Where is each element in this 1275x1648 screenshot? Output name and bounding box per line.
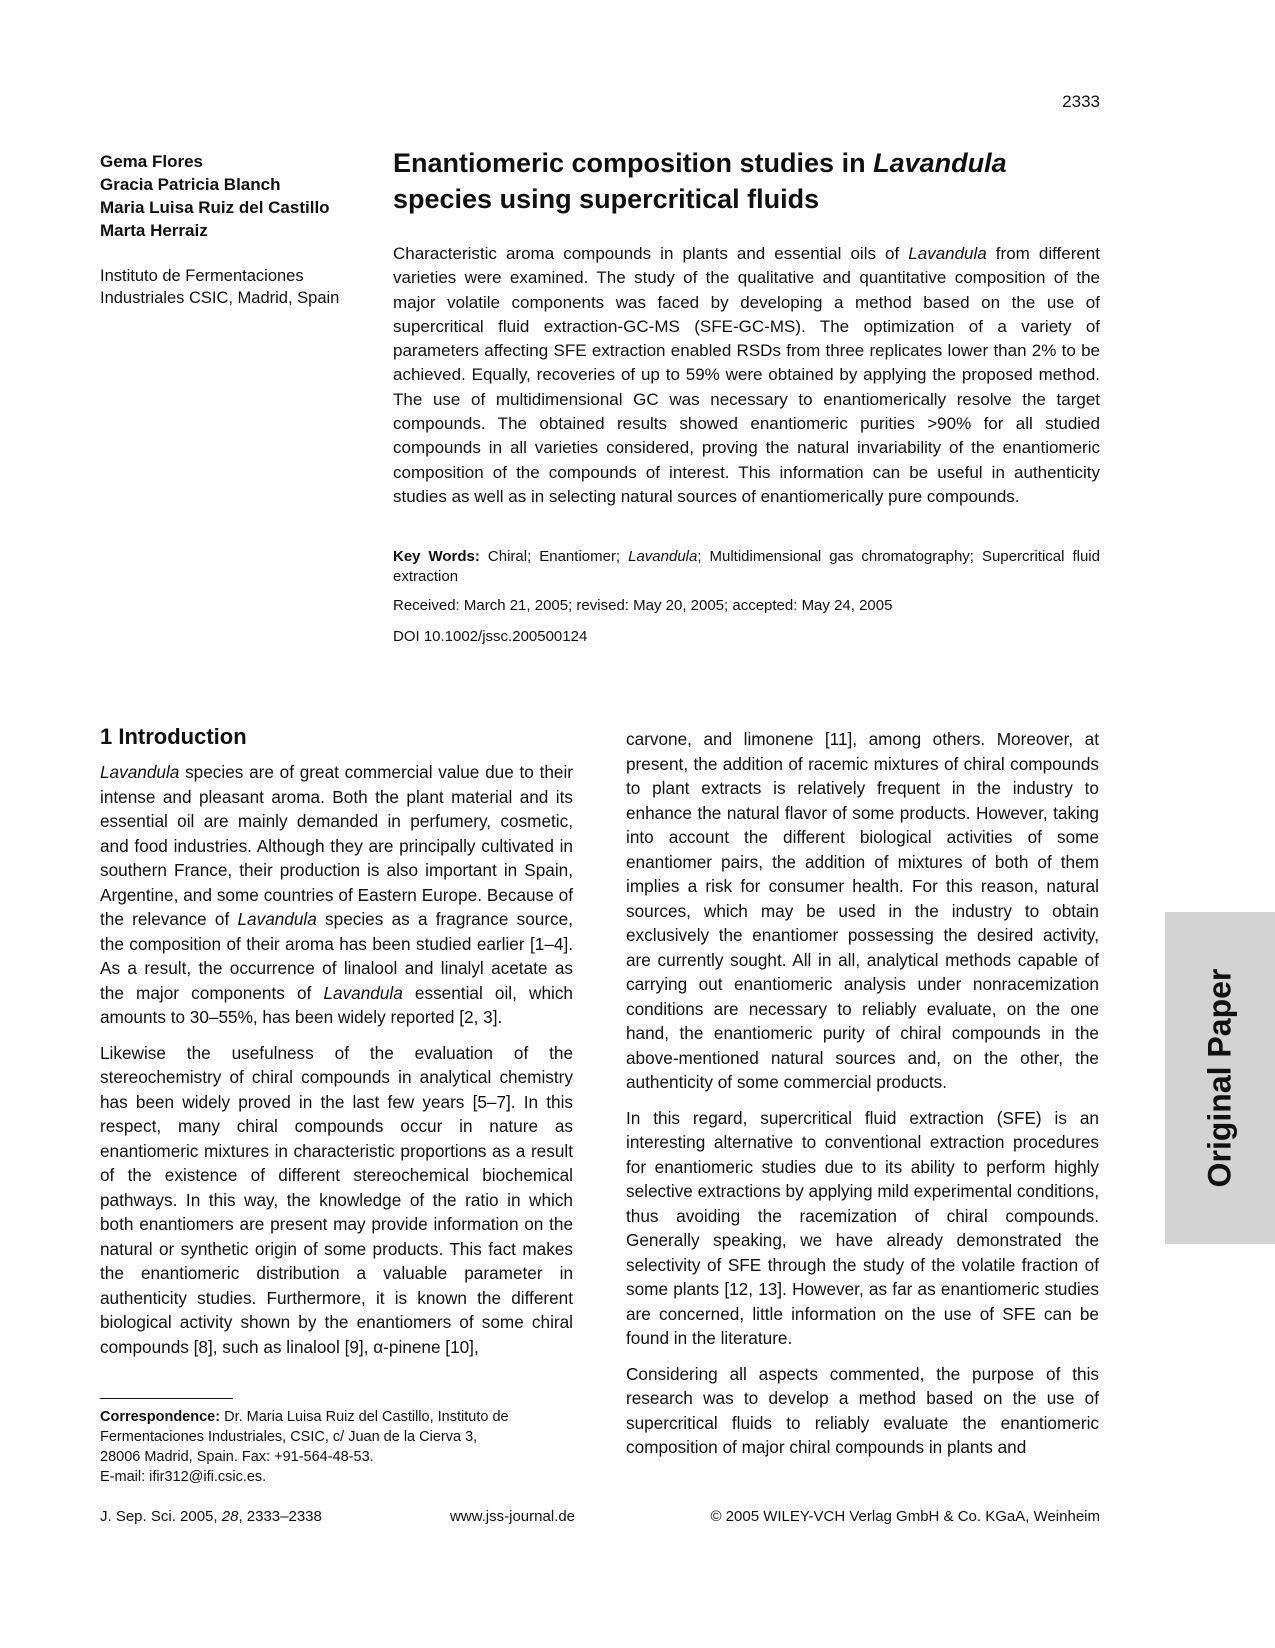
author-name: Maria Luisa Ruiz del Castillo — [100, 198, 330, 217]
side-tab — [1165, 912, 1275, 1244]
author-list — [100, 150, 370, 242]
section-heading: 1 Introduction — [100, 724, 247, 749]
title-line-1: Enantiomeric composition studies in Lavandula — [393, 148, 1007, 178]
abstract: Characteristic aroma compounds in plants and essential oils of Lavandula from different varieties were examined. The study of the qualitative and quantitative composition of the major volatile components was faced by developing a method based on the use of supercritical fluid extraction-GC-MS (SFE-GC-MS). The optimization of a variety of parameters affecting SFE extraction enabled RSDs from three replicates lower than 2% to be achieved. Equally, recoveries of up to 59% were obtained by applying the proposed method. The use of multidimensional GC was necessary to enantiomerically resolve the target compounds. The obtained results showed enantiomeric purities >90% for all studied compounds in all varieties considered, proving the natural invariability of the enantiomeric composition of the compounds of interest. This information can be useful in authenticity studies as well as in selecting natural sources of enantiomerically pure compounds. — [393, 244, 1100, 506]
doi[interactable]: DOI 10.1002/jssc.200500124 — [393, 628, 588, 645]
email[interactable]: E-mail: ifir312@ifi.csic.es. — [100, 1469, 267, 1485]
title-genus: Lavandula — [873, 148, 1007, 178]
keywords-label: Key Words: — [393, 548, 480, 565]
title-line-2: species using supercritical fluids — [393, 184, 820, 214]
paragraph: Considering all aspects commented, the purpose of this research was to develop a method based on the use of supercritical fluids to reliably evaluate the enantiomeric composition of major chiral compounds in plants and — [626, 1363, 1099, 1457]
journal-citation: J. Sep. Sci. 2005, 28, 2333–2338 — [100, 1508, 322, 1525]
affiliation — [100, 265, 370, 309]
right-column — [626, 727, 1099, 1471]
author-name: Marta Herraiz — [100, 221, 208, 240]
paper-title — [393, 145, 1113, 217]
paragraph: Likewise the usefulness of the evaluation of the stereochemistry of chiral compounds in analytical chemistry has been widely proved in the last few years [5–7]. In this respect, many chiral compounds occur in nature as enantiomeric mixtures in characteristic proportions as a result of the existence of different stereochemical biochemical pathways. In this way, the knowledge of the ratio in which both enantiomers are present may provide information on the natural or synthetic origin of some products. This fact makes the enantiomeric distribution a valuable parameter in authenticity studies. Furthermore, it is known the different biological activity shown by the enantiomers of some chiral compounds [8], such as linalool [9], α-pinene [10], — [100, 1042, 573, 1357]
keywords: Key Words: Chiral; Enantiomer; Lavandula; Multidimensional gas chromatography; Supercritical fluid extraction — [393, 548, 1100, 585]
page-number: 2333 — [1062, 92, 1100, 111]
copyright: © 2005 WILEY-VCH Verlag GmbH & Co. KGaA, Weinheim — [710, 1508, 1100, 1525]
footnote-rule — [100, 1398, 233, 1399]
side-tab-label: Original Paper — [1201, 968, 1238, 1188]
journal-website[interactable]: www.jss-journal.de — [449, 1508, 575, 1525]
author-name: Gema Flores — [100, 152, 203, 171]
affiliation-line: Instituto de Fermentaciones — [100, 267, 304, 285]
correspondence-footnote: Correspondence: Dr. Maria Luisa Ruiz del Castillo, Instituto de Fermentaciones Industriales, CSIC, c/ Juan de la Cierva 3, 28006 Madrid, Spain. Fax: +91-564-48-53. E-mail: ifir312@ifi.csic.es. — [100, 1407, 573, 1487]
footnote-label: Correspondence: — [100, 1409, 221, 1425]
paragraph: Lavandula species are of great commercial value due to their intense and pleasant aroma. Both the plant material and its essential oil are mainly demanded in perfumery, cosmetic, and food industries. Although they are principally cultivated in southern France, their production is also important in Spain, Argentine, and some countries of Eastern Europe. Because of the relevance of Lavandula species as a fragrance source, the composition of their aroma has been studied earlier [1–4]. As a result, the occurrence of linalool and linalyl acetate as the major components of Lavandula essential oil, which amounts to 30–55%, has been widely reported [2, 3]. — [100, 762, 573, 1027]
paragraph: carvone, and limonene [11], among others. Moreover, at present, the addition of racemic mixtures of chiral compounds to plant extracts is relatively frequent in the industry to enhance the natural flavor of some products. However, taking into account the different biological activities of some enantiomer pairs, the addition of mixtures of both of them implies a risk for consumer health. For this reason, natural sources, which may be used in the industry to obtain exclusively the enantiomer possessing the desired activity, are currently sought. All in all, analytical methods capable of carrying out enantiomeric analysis under nonracemization conditions are necessary to reliably evaluate, on the one hand, the enantiomeric purity of chiral compounds in the above-mentioned natural sources and, on the other, the authenticity of some commercial products. — [626, 729, 1099, 1092]
received-dates: Received: March 21, 2005; revised: May 20, 2005; accepted: May 24, 2005 — [393, 597, 893, 614]
affiliation-line: Industriales CSIC, Madrid, Spain — [100, 289, 340, 307]
left-column — [100, 722, 573, 1370]
paragraph: In this regard, supercritical fluid extraction (SFE) is an interesting alternative to conventional extraction procedures for enantiomeric studies due to its ability to perform highly selective extractions by applying mild experimental conditions, thus avoiding the racemization of chiral compounds. Generally speaking, we have already demonstrated the selectivity of SFE through the study of the volatile fraction of some plants [12, 13]. However, as far as enantiomeric studies are concerned, little information on the use of SFE can be found in the literature. — [626, 1107, 1099, 1348]
author-name: Gracia Patricia Blanch — [100, 175, 281, 194]
